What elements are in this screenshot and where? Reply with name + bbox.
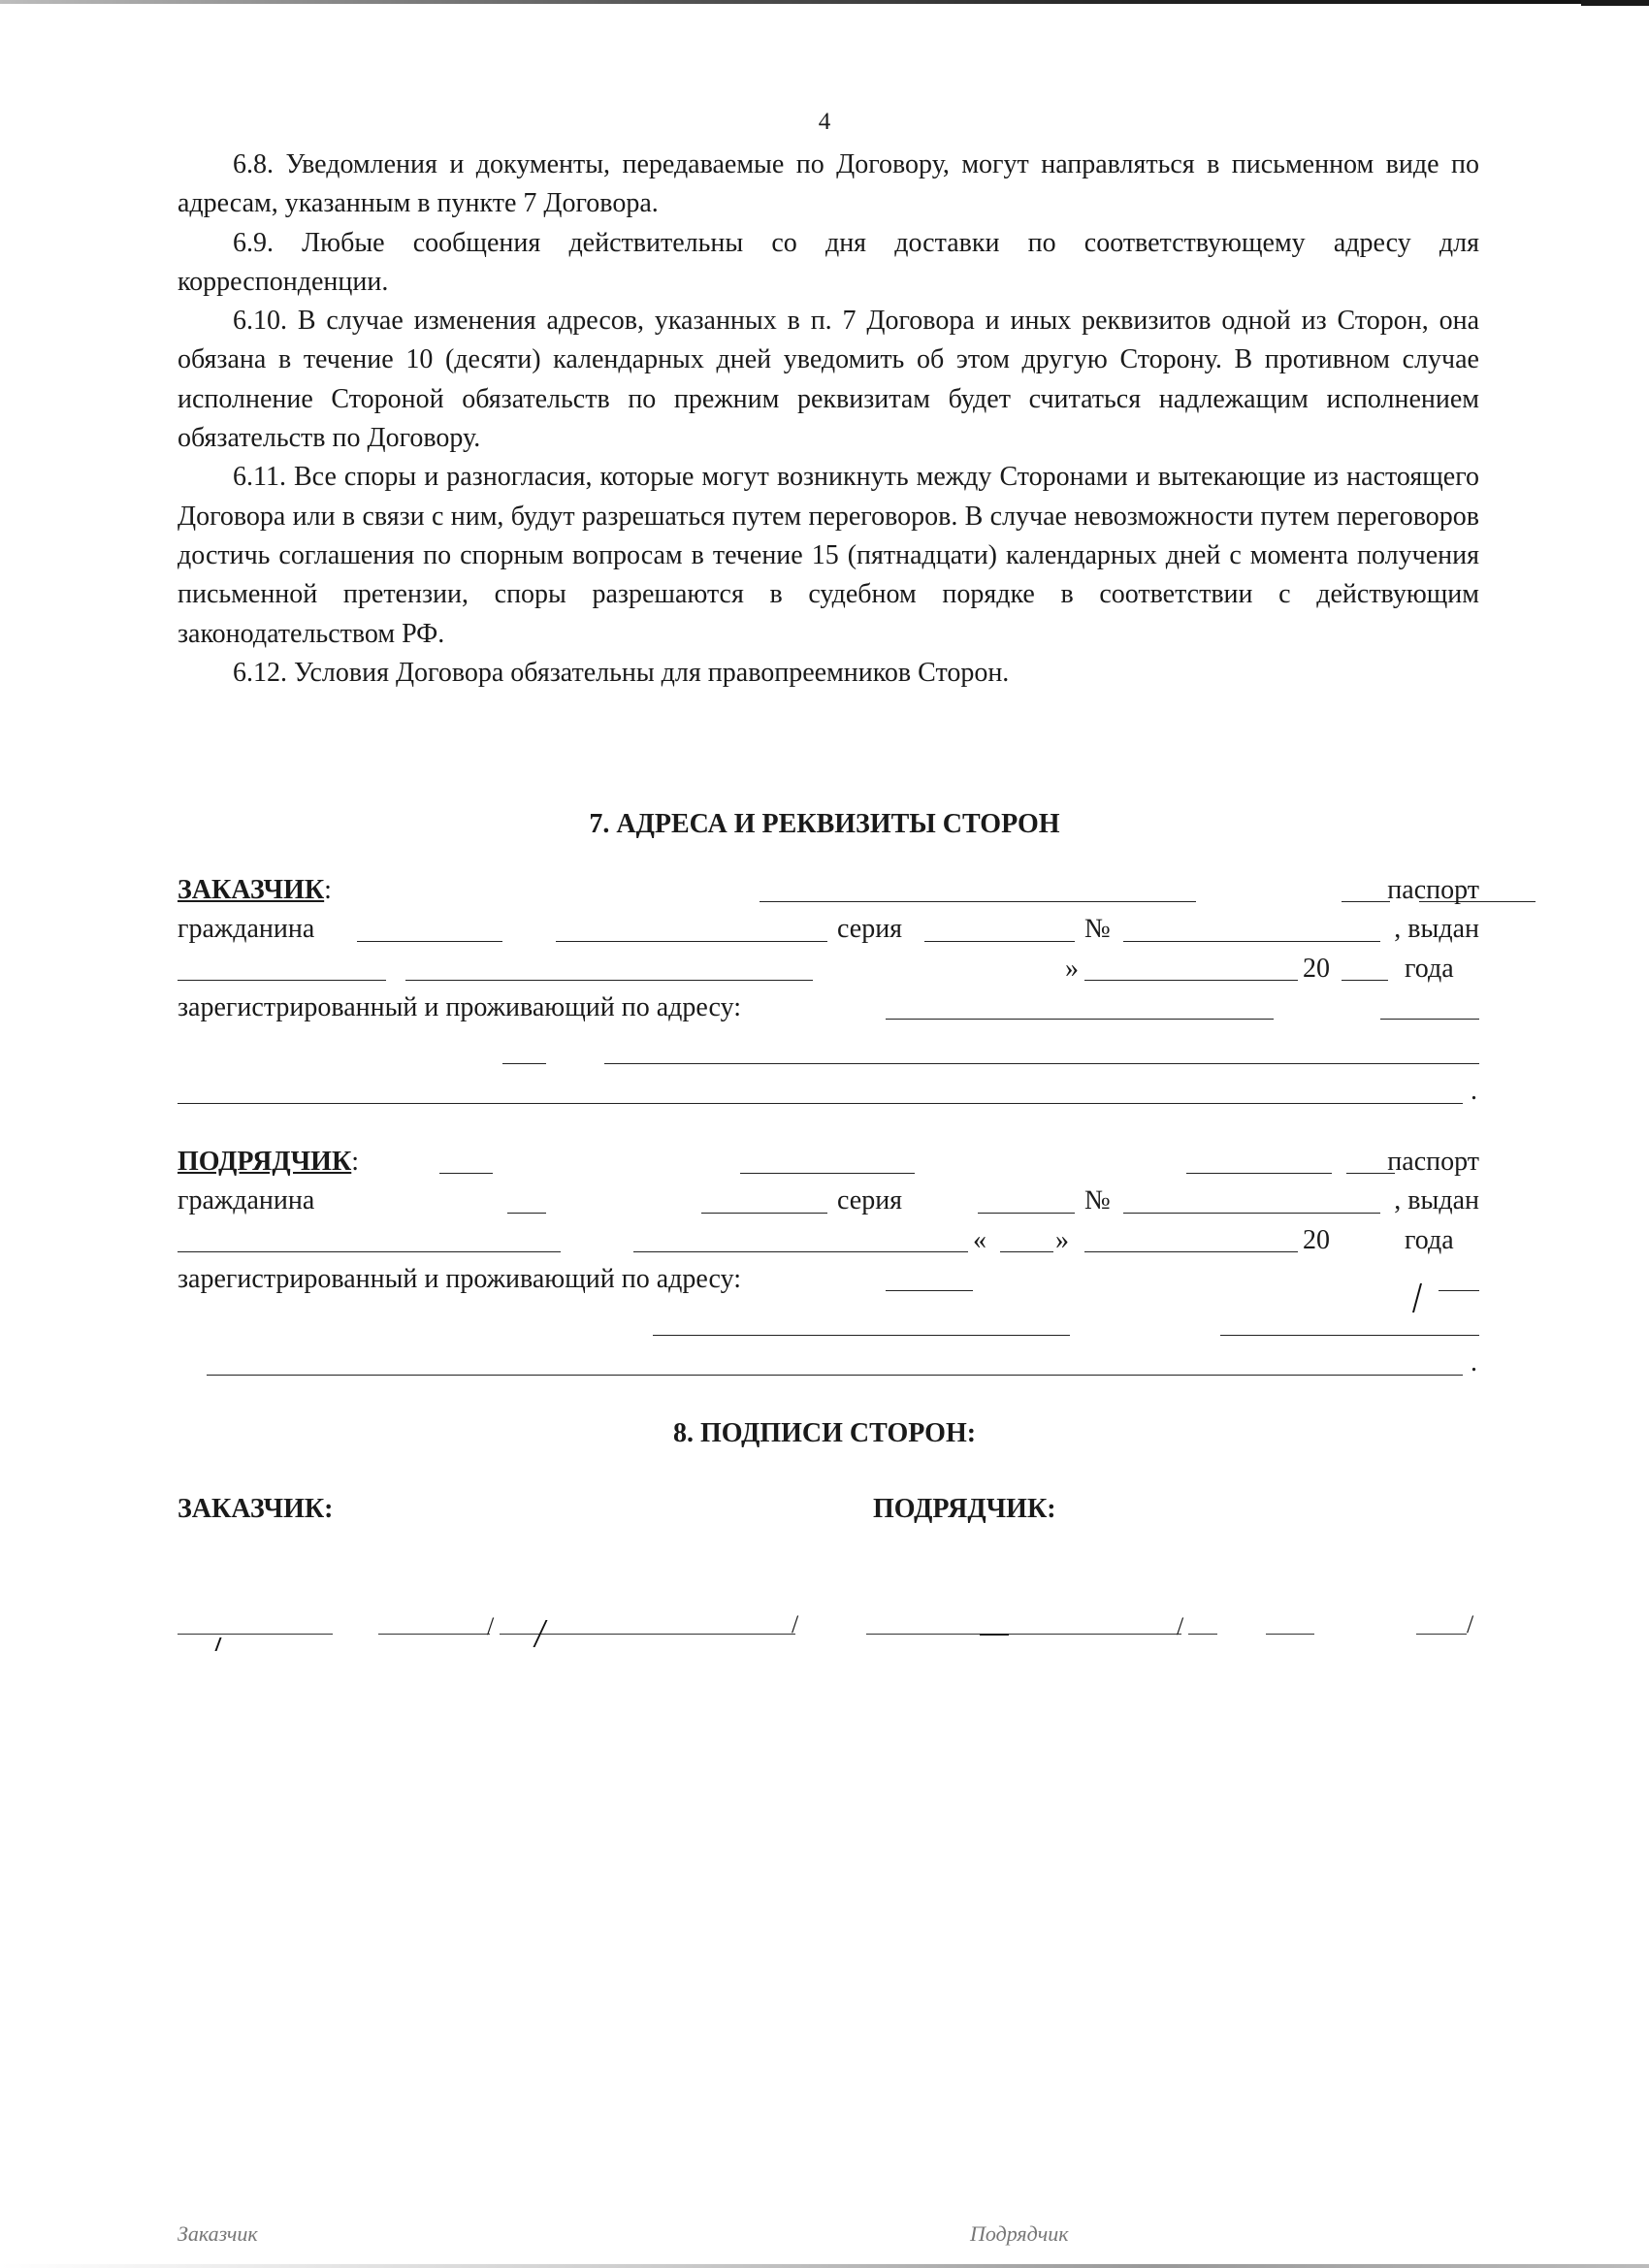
customer-line-1: ЗАКАЗЧИК: паспорт [178,871,1479,910]
contractor-line-6: . [178,1344,1479,1382]
customer-signature-field[interactable] [178,1634,333,1635]
customer-label: ЗАКАЗЧИК [178,875,325,905]
contractor-issued-label: , выдан [1394,1185,1479,1216]
customer-address-field[interactable] [886,1019,1274,1020]
contractor-name-print-field-3[interactable] [1416,1634,1467,1635]
contractor-signature-field[interactable] [866,1634,1181,1635]
customer-name-field-2[interactable] [1342,901,1390,902]
contractor-line-5 [178,1305,1479,1344]
customer-number-field[interactable] [1123,941,1380,942]
customer-line-3 [178,950,1479,988]
contractor-citizenship-field[interactable] [507,1213,546,1214]
customer-line-2 [178,910,1479,949]
contractor-issue-month-field[interactable] [1084,1251,1298,1252]
contractor-line-3 [178,1221,1479,1260]
contractor-quote-close: » [1055,1224,1069,1255]
contractor-line-4 [178,1260,1479,1299]
contractor-name-print-field[interactable] [1188,1634,1217,1635]
clause-6-11: 6.11. Все споры и разногласия, которые могут возникнуть между Сторонами и вытекающие из настоящего Договора или в связи с ним, будут разрешаться путем переговоров. В случае невозможности путем переговоров достичь соглашения по спорным вопросам в течение 15 (пятнадцати) календарных дней с момента получения письменной претензии, споры разрешаются в судебном порядке в соответствии с действующим законодательством РФ. [178,462,1479,649]
contractor-name-field-2[interactable] [740,1173,915,1174]
contractor-year-word: года [1405,1224,1454,1255]
page-number: 4 [818,109,831,135]
customer-line-6: . [178,1072,1479,1111]
contractor-address-field-5[interactable] [207,1375,1463,1376]
customer-signature-slash: / [487,1612,495,1640]
handwriting-mark [980,1634,1009,1636]
clause-6-12: 6.12. Условия Договора обязательны для правопреемников Сторон. [233,657,1010,688]
contractor-issue-day-field[interactable] [1000,1251,1053,1252]
customer-signature-field-2[interactable] [378,1634,490,1635]
clause-6-9: 6.9. Любые сообщения действительны со дня доставки по соответствующему адресу для корреспонденции. [178,227,1479,297]
section-6-body [178,146,1479,693]
clause-6-8: 6.8. Уведомления и документы, передаваемые по Договору, могут направляться в письменном виде по адресам, указанным в пункте 7 Договора. [178,149,1479,219]
customer-year-field[interactable] [1342,980,1388,981]
contractor-issued-by-field[interactable] [178,1251,561,1252]
scan-edge-bottom [0,2264,1649,2268]
clause-6-10: 6.10. В случае изменения адресов, указанных в п. 7 Договора и иных реквизитов одной из Сторон, она обязана в течение 10 (десяти) календарных дней уведомить об этом другую Сторону. В противном случае исполнение Стороной обязательств по прежним реквизитам будет считаться надлежащим исполнением обязательств по Договору. [178,306,1479,454]
contractor-address-field-4[interactable] [1220,1335,1479,1336]
contractor-line-1: ПОДРЯДЧИК: паспорт [178,1143,1479,1182]
customer-issued-label: , выдан [1394,914,1479,945]
customer-number-sign: № [1084,914,1111,945]
customer-line-4 [178,988,1479,1027]
customer-requisites [178,871,1479,1112]
customer-series-field[interactable] [924,941,1075,942]
contractor-citizen-label: гражданина [178,1185,315,1216]
scan-edge-top [0,0,1649,4]
contractor-quote-open: « [973,1224,986,1255]
handwriting-mark [214,1637,221,1651]
contractor-passport-label: паспорт [1387,1147,1479,1177]
customer-name-field[interactable] [760,901,1196,902]
customer-line-5 [178,1033,1479,1072]
customer-issued-by-field-2[interactable] [405,980,813,981]
contractor-address-field[interactable] [886,1290,973,1291]
contractor-name-print-field-2[interactable] [1266,1634,1314,1635]
contractor-address-field-3[interactable] [653,1335,1070,1336]
customer-citizen-label: гражданина [178,914,315,945]
contractor-issued-by-field-2[interactable] [633,1251,968,1252]
customer-citizenship-field-2[interactable] [556,941,827,942]
contractor-signature-label: ПОДРЯДЧИК: [873,1494,1056,1524]
contractor-series-field[interactable] [978,1213,1075,1214]
customer-passport-label: паспорт [1387,875,1479,905]
contractor-label: ПОДРЯДЧИК [178,1147,352,1177]
customer-series-label: серия [837,914,903,945]
section-8-title: 8. ПОДПИСИ СТОРОН: [672,1418,977,1448]
contractor-name-field[interactable] [439,1173,493,1174]
customer-quote-close: » [1065,953,1079,984]
customer-address-label: зарегистрированный и проживающий по адресу: [178,991,741,1022]
section-7-title: 7. АДРЕСА И РЕКВИЗИТЫ СТОРОН [589,809,1060,839]
contractor-series-label: серия [837,1185,903,1216]
contractor-citizenship-field-2[interactable] [701,1213,827,1214]
contractor-signature-slash: / [1177,1612,1184,1640]
contractor-requisites [178,1143,1479,1383]
customer-issued-by-field[interactable] [178,980,386,981]
customer-year-word: года [1405,953,1454,984]
contractor-year-prefix: 20 [1303,1224,1330,1255]
customer-issue-month-field[interactable] [1084,980,1298,981]
customer-signature-label: ЗАКАЗЧИК: [178,1494,334,1524]
contractor-name-field-3[interactable] [1186,1173,1332,1174]
customer-name-print-field[interactable] [500,1634,795,1635]
customer-citizenship-field[interactable] [357,941,502,942]
footer-contractor-label: Подрядчик [970,2221,1069,2246]
contractor-address-field-2[interactable] [1439,1290,1479,1291]
scan-corner-shadow [1581,0,1649,6]
footer-customer-label: Заказчик [178,2221,258,2246]
customer-address-field-5[interactable] [178,1103,1463,1104]
customer-address-field-4[interactable] [604,1063,1479,1064]
customer-address-field-3[interactable] [502,1063,546,1064]
contractor-number-sign: № [1084,1185,1111,1216]
contractor-line-2 [178,1182,1479,1220]
customer-year-prefix: 20 [1303,953,1330,984]
customer-address-field-2[interactable] [1380,1019,1479,1020]
contractor-address-label: зарегистрированный и проживающий по адресу: [178,1263,741,1294]
contractor-number-field[interactable] [1123,1213,1380,1214]
